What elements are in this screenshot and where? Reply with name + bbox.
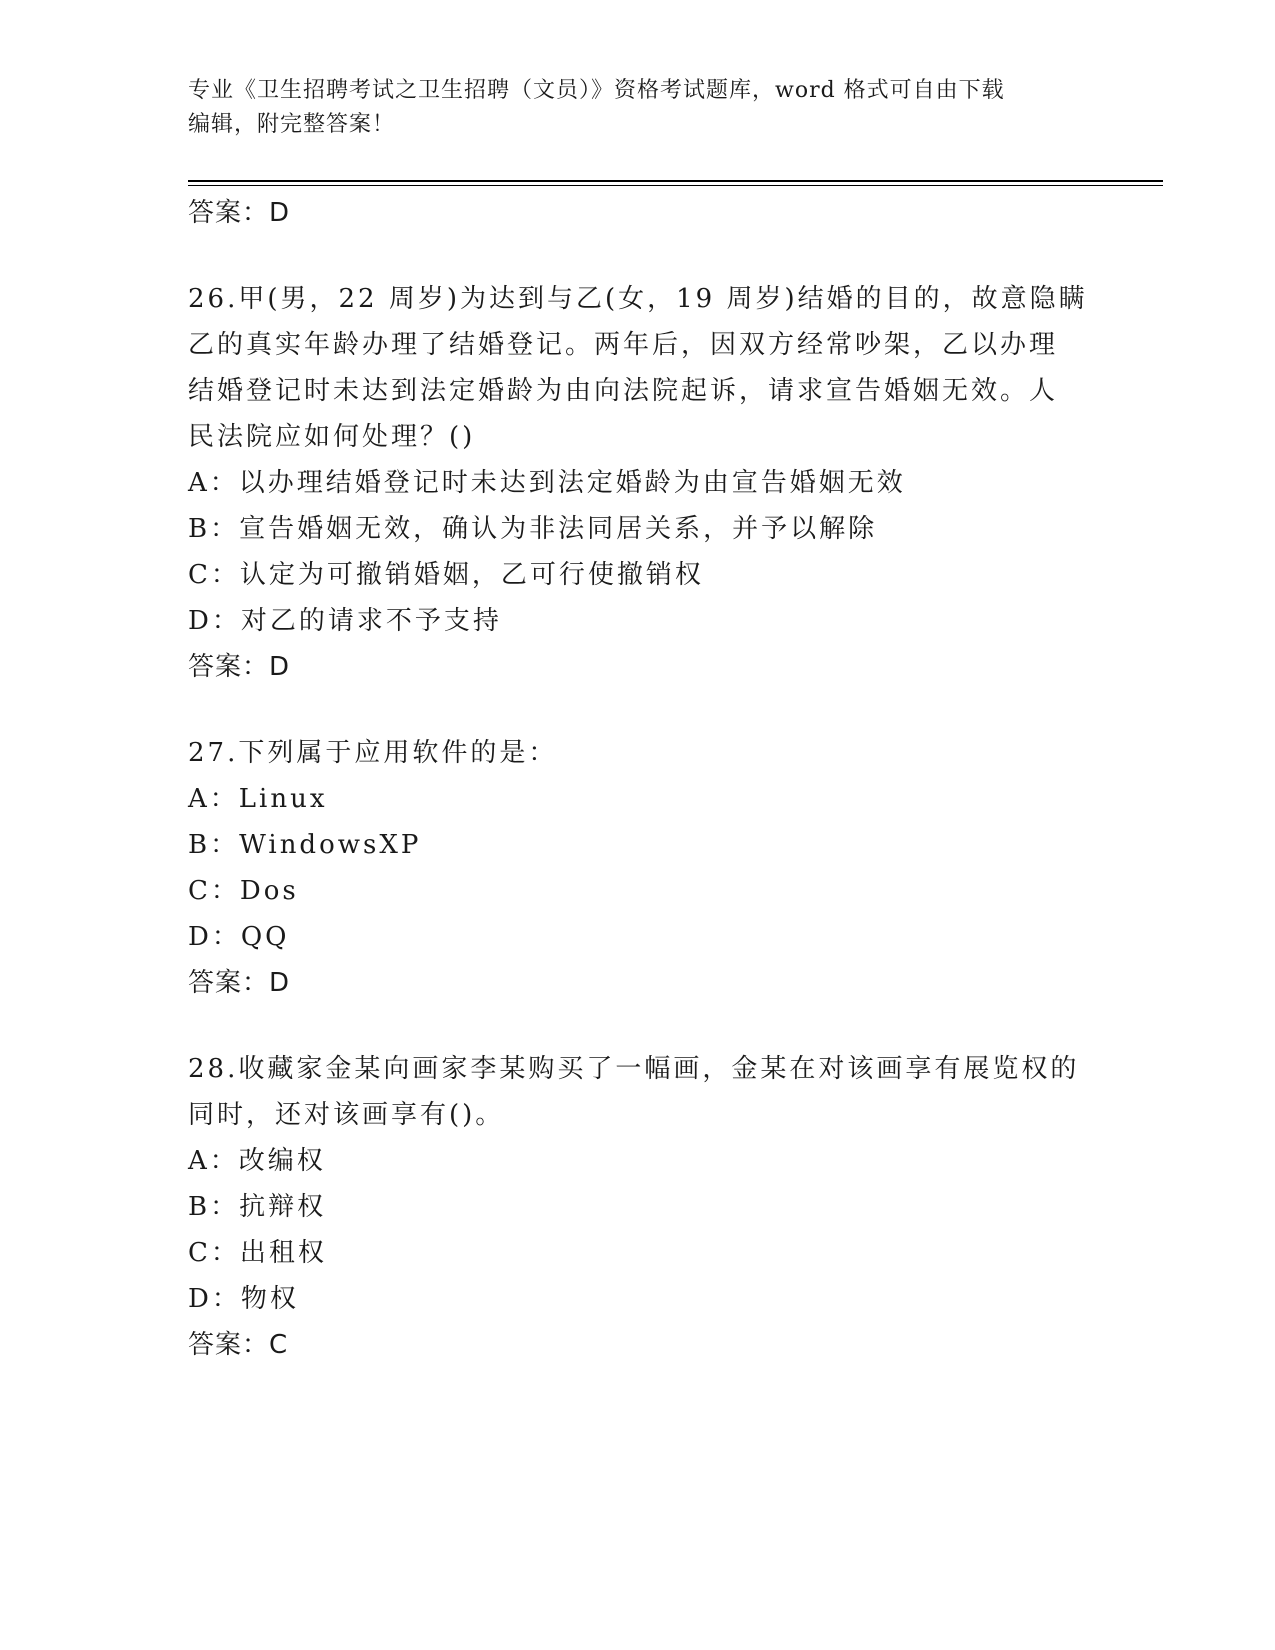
question-text <box>188 276 1088 460</box>
option-text: 改编权 <box>238 1146 326 1176</box>
option-d <box>188 914 1088 960</box>
option-key: C： <box>188 876 240 906</box>
page-header <box>188 74 1088 142</box>
question-line: 乙的真实年龄办理了结婚登记。两年后，因双方经常吵架，乙以办理 <box>188 330 1059 360</box>
option-key: B： <box>188 830 240 860</box>
option-c <box>188 552 1088 598</box>
header-line-1: 专业《卫生招聘考试之卫生招聘（文员）》资格考试题库，word 格式可自由下载 <box>188 78 1005 103</box>
question-line: 28.收藏家金某向画家李某购买了一幅画，金某在对该画享有展览权的 <box>188 1054 1080 1084</box>
option-c <box>188 1230 1088 1276</box>
question-text <box>188 1046 1088 1138</box>
option-b <box>188 1184 1088 1230</box>
option-b <box>188 822 1088 868</box>
option-key: B： <box>188 1192 240 1222</box>
option-key: C： <box>188 560 240 590</box>
question-26 <box>188 276 1088 690</box>
option-text: 抗辩权 <box>239 1192 327 1222</box>
option-a <box>188 1138 1088 1184</box>
option-key: D： <box>188 606 241 636</box>
option-text: 物权 <box>240 1284 299 1314</box>
option-text: QQ <box>240 922 290 952</box>
option-a <box>188 460 1088 506</box>
option-a <box>188 776 1088 822</box>
previous-answer: 答案：D <box>188 198 291 228</box>
header-rule-thick <box>188 180 1163 182</box>
question-line: 26.甲(男，22 周岁)为达到与乙(女，19 周岁)结婚的目的，故意隐瞒 <box>188 284 1088 314</box>
question-line: 同时，还对该画享有()。 <box>188 1100 505 1130</box>
option-key: D： <box>188 1284 241 1314</box>
option-key: D： <box>188 922 241 952</box>
option-d <box>188 598 1088 644</box>
option-text: 认定为可撤销婚姻，乙可行使撤销权 <box>239 560 704 590</box>
option-text: 对乙的请求不予支持 <box>240 606 502 636</box>
option-key: B： <box>188 514 240 544</box>
option-key: C： <box>188 1238 240 1268</box>
header-line-2: 编辑，附完整答案！ <box>188 112 396 137</box>
question-line: 民法院应如何处理？() <box>188 422 476 452</box>
question-27 <box>188 730 1088 1006</box>
option-key: A： <box>188 468 239 498</box>
option-text: 出租权 <box>239 1238 327 1268</box>
document-body <box>188 190 1088 1368</box>
option-key: A： <box>188 784 239 814</box>
option-text: 以办理结婚登记时未达到法定婚龄为由宣告婚姻无效 <box>238 468 906 498</box>
option-text: Dos <box>239 876 299 906</box>
option-b <box>188 506 1088 552</box>
answer: 答案：C <box>188 1330 289 1360</box>
question-line: 27.下列属于应用软件的是： <box>188 738 558 768</box>
option-c <box>188 868 1088 914</box>
answer: 答案：D <box>188 652 291 682</box>
question-line: 结婚登记时未达到法定婚龄为由向法院起诉，请求宣告婚姻无效。人 <box>188 376 1059 406</box>
header-rule-thin <box>188 185 1163 186</box>
question-text <box>188 730 1088 776</box>
option-key: A： <box>188 1146 239 1176</box>
option-d <box>188 1276 1088 1322</box>
option-text: 宣告婚姻无效，确认为非法同居关系，并予以解除 <box>239 514 878 544</box>
option-text: WindowsXP <box>239 830 422 860</box>
answer: 答案：D <box>188 968 291 998</box>
question-28 <box>188 1046 1088 1368</box>
option-text: Linux <box>238 784 328 814</box>
